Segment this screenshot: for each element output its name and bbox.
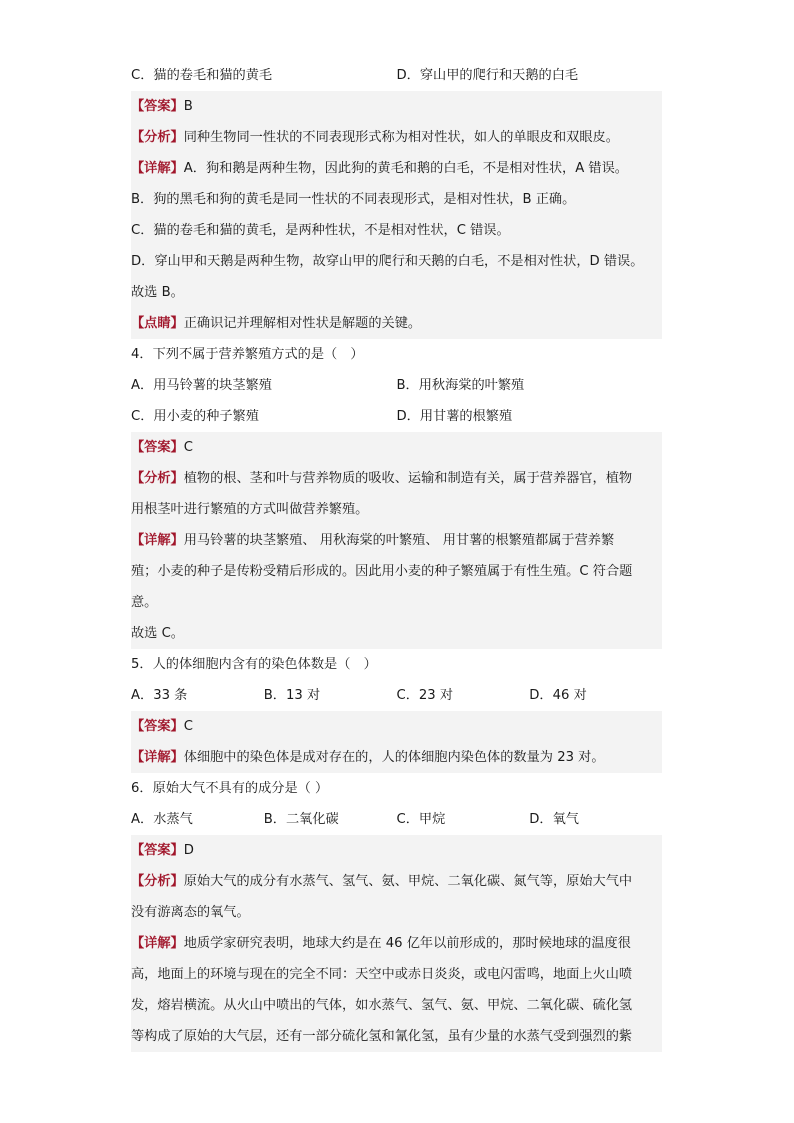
q6-detail-line: 高，地面上的环境与现在的完全不同：天空中或赤日炎炎，或电闪雷鸣，地面上火山喷 bbox=[131, 959, 662, 990]
q3-comment bbox=[131, 308, 662, 339]
q3-answer bbox=[131, 91, 662, 122]
q3-detail-line bbox=[131, 153, 662, 184]
q4-options-row bbox=[131, 401, 662, 432]
q6-answer bbox=[131, 835, 662, 866]
analysis-tag: 【分析】 bbox=[131, 874, 184, 889]
document-page bbox=[131, 60, 662, 1052]
q5-option-b: B．13 对 bbox=[263, 688, 321, 703]
q5-stem: 5．人的体细胞内含有的染色体数是（ ） bbox=[131, 657, 377, 672]
q6-analysis-line: 没有游离态的氧气。 bbox=[131, 897, 662, 928]
q4-option-c: C．用小麦的种子繁殖 bbox=[131, 409, 259, 424]
q4-options-row bbox=[131, 370, 662, 401]
answer-value: B bbox=[183, 99, 193, 114]
q3-detail-line: D．穿山甲和天鹅是两种生物，故穿山甲的爬行和天鹅的白毛，不是相对性状，D 错误。 bbox=[131, 246, 662, 277]
q4-detail-line: 殖；小麦的种子是传粉受精后形成的。因此用小麦的种子繁殖属于有性生殖。C 符合题 bbox=[131, 556, 662, 587]
q6-option-d: D．氧气 bbox=[529, 812, 579, 827]
analysis-tag: 【分析】 bbox=[131, 130, 184, 145]
answer-value: C bbox=[183, 440, 193, 455]
q4-detail-line: 故选 C。 bbox=[131, 618, 662, 649]
comment-text: 正确识记并理解相对性状是解题的关键。 bbox=[183, 316, 422, 331]
q6-detail-line: 发，熔岩横流。从火山中喷出的气体，如水蒸气、氢气、氨、甲烷、二氧化碳、硫化氢 bbox=[131, 990, 662, 1021]
detail-tag: 【详解】 bbox=[131, 750, 184, 765]
detail-text: 用马铃薯的块茎繁殖、 用秋海棠的叶繁殖、 用甘薯的根繁殖都属于营养繁 bbox=[183, 533, 615, 548]
answer-value: D bbox=[183, 843, 194, 858]
q6-option-a: A．水蒸气 bbox=[131, 812, 193, 827]
q5-option-c: C．23 对 bbox=[396, 688, 454, 703]
q3-detail-line: C．猫的卷毛和猫的黄毛，是两种性状，不是相对性状，C 错误。 bbox=[131, 215, 662, 246]
q3-detail-line: B．狗的黑毛和狗的黄毛是同一性状的不同表现形式，是相对性状，B 正确。 bbox=[131, 184, 662, 215]
q3-options-row bbox=[131, 60, 662, 91]
q6-detail bbox=[131, 928, 662, 959]
q4-option-d: D．用甘薯的根繁殖 bbox=[396, 409, 513, 424]
q5-detail bbox=[131, 742, 662, 773]
q4-option-b: B．用秋海棠的叶繁殖 bbox=[396, 378, 525, 393]
q5-answer bbox=[131, 711, 662, 742]
q4-analysis-line: 用根茎叶进行繁殖的方式叫做营养繁殖。 bbox=[131, 494, 662, 525]
answer-tag: 【答案】 bbox=[131, 843, 184, 858]
q5-option-a: A．33 条 bbox=[131, 688, 188, 703]
q6-options-row bbox=[131, 804, 662, 835]
q3-detail-line: 故选 B。 bbox=[131, 277, 662, 308]
q4-option-a: A．用马铃薯的块茎繁殖 bbox=[131, 378, 272, 393]
detail-text: 体细胞中的染色体是成对存在的，人的体细胞内染色体的数量为 23 对。 bbox=[183, 750, 605, 765]
q4-detail bbox=[131, 525, 662, 556]
answer-tag: 【答案】 bbox=[131, 719, 184, 734]
q5-options-row bbox=[131, 680, 662, 711]
detail-tag: 【详解】 bbox=[131, 533, 184, 548]
analysis-text: 植物的根、茎和叶与营养物质的吸收、运输和制造有关，属于营养器官，植物 bbox=[183, 471, 633, 486]
q5-option-d: D．46 对 bbox=[529, 688, 587, 703]
q6-detail-line: 等构成了原始的大气层，还有一部分硫化氢和氰化氢，虽有少量的水蒸气受到强烈的紫 bbox=[131, 1021, 662, 1052]
q6-stem: 6．原始大气不具有的成分是（ ） bbox=[131, 781, 329, 796]
detail-tag: 【详解】 bbox=[131, 936, 184, 951]
detail-text: A．狗和鹅是两种生物，因此狗的黄毛和鹅的白毛，不是相对性状，A 错误。 bbox=[183, 161, 628, 176]
q6-analysis bbox=[131, 866, 662, 897]
q3-analysis bbox=[131, 122, 662, 153]
answer-tag: 【答案】 bbox=[131, 99, 184, 114]
q6-option-b: B．二氧化碳 bbox=[263, 812, 339, 827]
answer-tag: 【答案】 bbox=[131, 440, 184, 455]
q6-option-c: C．甲烷 bbox=[396, 812, 446, 827]
comment-tag: 【点睛】 bbox=[131, 316, 184, 331]
analysis-text: 原始大气的成分有水蒸气、氢气、氨、甲烷、二氧化碳、氮气等，原始大气中 bbox=[183, 874, 633, 889]
q3-option-d: D．穿山甲的爬行和天鹅的白毛 bbox=[396, 68, 579, 83]
answer-value: C bbox=[183, 719, 193, 734]
q4-analysis bbox=[131, 463, 662, 494]
analysis-tag: 【分析】 bbox=[131, 471, 184, 486]
detail-text: 地质学家研究表明，地球大约是在 46 亿年以前形成的，那时候地球的温度很 bbox=[183, 936, 631, 951]
q4-stem: 4．下列不属于营养繁殖方式的是（ ） bbox=[131, 347, 364, 362]
q4-detail-line: 意。 bbox=[131, 587, 662, 618]
q3-option-c: C．猫的卷毛和猫的黄毛 bbox=[131, 68, 273, 83]
detail-tag: 【详解】 bbox=[131, 161, 184, 176]
q4-answer bbox=[131, 432, 662, 463]
analysis-text: 同种生物同一性状的不同表现形式称为相对性状，如人的单眼皮和双眼皮。 bbox=[183, 130, 619, 145]
